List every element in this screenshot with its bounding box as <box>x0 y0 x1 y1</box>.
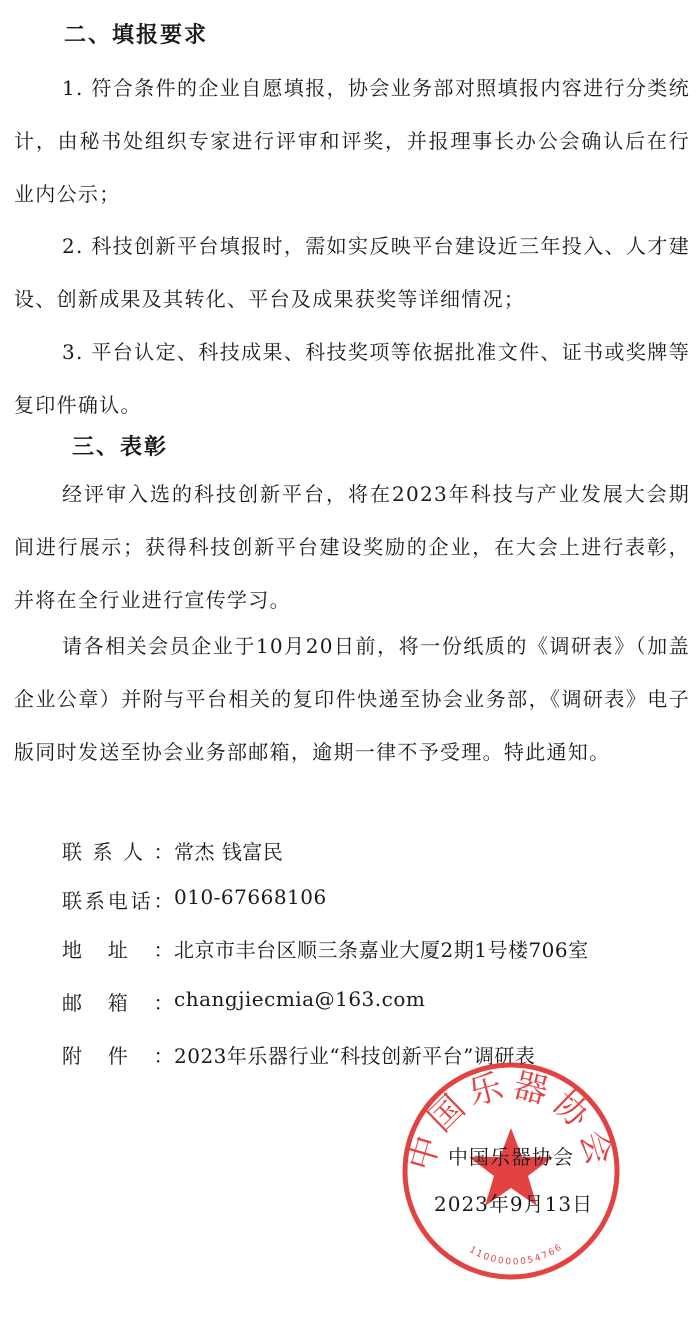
contact-address-label: 地址： <box>62 938 174 962</box>
contact-phone-label: 联系电话： <box>62 889 174 913</box>
contact-person-row <box>62 836 283 865</box>
contact-attachment-label: 附件： <box>62 1044 174 1068</box>
section-2-item-3: 3. 平台认定、科技成果、科技奖项等依据批准文件、证书或奖牌等复印件确认。 <box>14 340 690 417</box>
contact-person-label: 联系人： <box>62 840 174 864</box>
signature-organization: 中国乐器协会 <box>448 1145 574 1169</box>
contact-attachment-value[interactable]: 2023年乐器行业“科技创新平台”调研表 <box>174 1044 536 1068</box>
contact-email-row <box>62 987 425 1016</box>
section-2-item-2: 2. 科技创新平台填报时，需如实反映平台建设近三年投入、人才建设、创新成果及其转化、平台及成果获奖等详细情况； <box>14 234 690 311</box>
section-2-heading: 二、填报要求 <box>64 23 209 48</box>
official-seal-icon <box>400 1060 622 1282</box>
section-3-paragraph-2: 请各相关会员企业于10月20日前，将一份纸质的《调研表》（加盖企业公章）并附与平台相关的复印件快递至协会业务部，《调研表》电子版同时发送至协会业务部邮箱，逾期一律不予受理。特此通知。 <box>14 634 690 764</box>
section-3-heading: 三、表彰 <box>72 435 169 460</box>
contact-address-value: 北京市丰台区顺三条嘉业大厦2期1号楼706室 <box>174 938 589 962</box>
signature-date: 2023年9月13日 <box>434 1192 594 1216</box>
contact-phone-value: 010-67668106 <box>174 885 327 909</box>
contact-address-row <box>62 934 589 963</box>
contact-email-label: 邮箱： <box>62 991 174 1015</box>
contact-email-value[interactable]: changjiecmia@163.com <box>174 987 426 1011</box>
contact-phone-row <box>62 885 327 914</box>
seal-number: 1100000054766 <box>467 1241 566 1268</box>
contact-person-value: 常杰 钱富民 <box>174 840 284 864</box>
section-3-paragraph-1: 经评审入选的科技创新平台，将在2023年科技与产业发展大会期间进行展示；获得科技创新平台建设奖励的企业，在大会上进行表彰，并将在全行业进行宣传学习。 <box>14 482 690 612</box>
section-2-item-1: 1. 符合条件的企业自愿填报，协会业务部对照填报内容进行分类统计，由秘书处组织专家进行评审和评奖，并报理事长办公会确认后在行业内公示； <box>14 76 690 206</box>
seal-text: 中国乐器协会 <box>400 1065 622 1176</box>
